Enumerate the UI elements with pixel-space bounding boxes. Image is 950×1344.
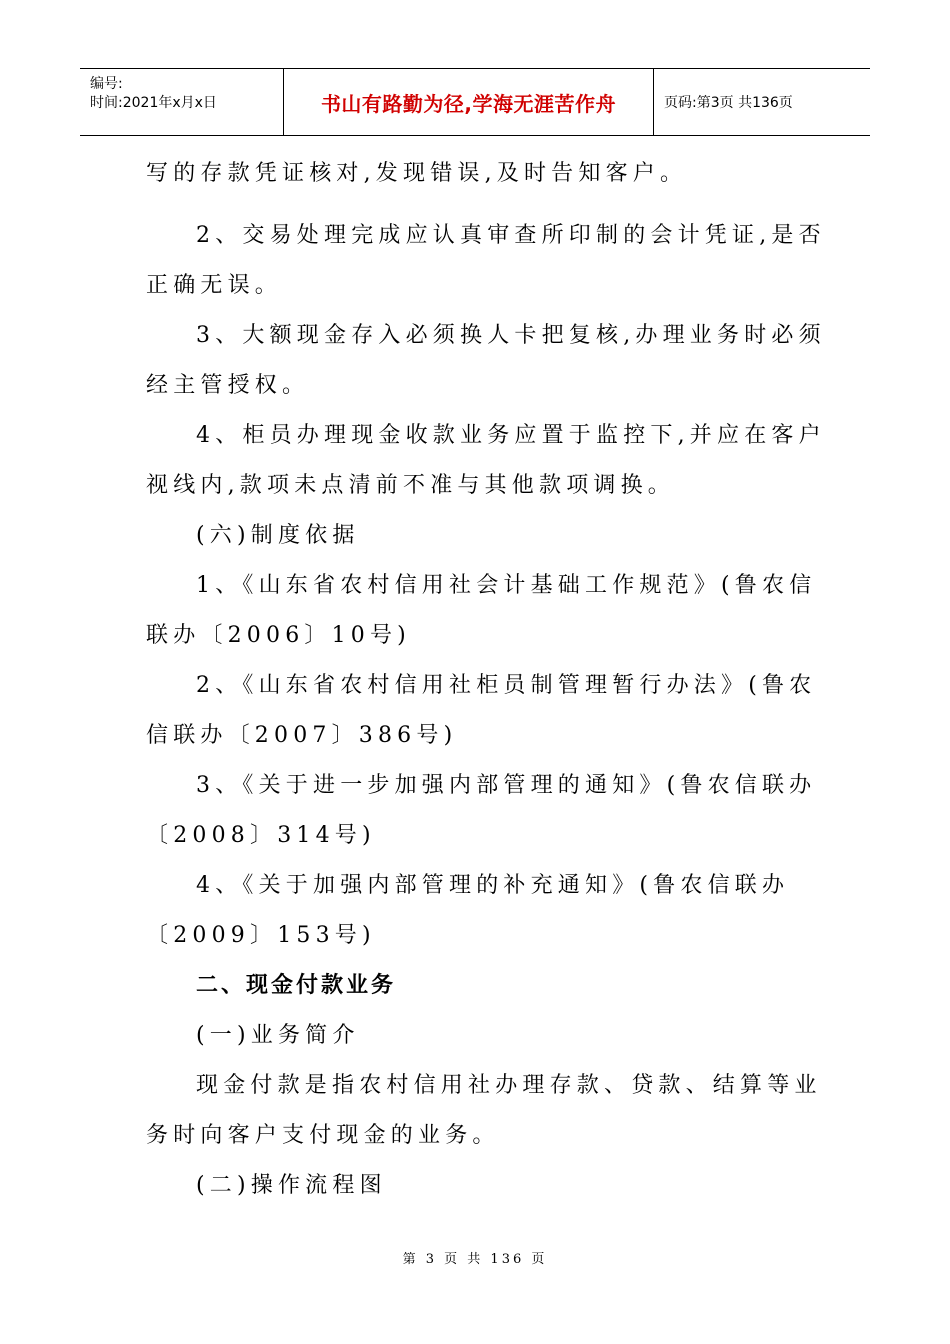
paragraph-line: 务时向客户支付现金的业务。	[146, 1123, 500, 1148]
paragraph-line: 联办〔2006〕10号)	[146, 623, 411, 648]
paragraph-line: 〔2009〕153号)	[146, 923, 376, 948]
header-meta	[80, 69, 284, 135]
section-heading: (二)操作流程图	[196, 1173, 387, 1198]
paragraph-line: 信联办〔2007〕386号)	[146, 723, 458, 748]
section-heading: (六)制度依据	[196, 523, 360, 548]
paragraph-line: 3、《关于进一步加强内部管理的通知》(鲁农信联办	[196, 773, 817, 798]
paragraph-line: 3、大额现金存入必须换人卡把复核,办理业务时必须	[196, 323, 826, 348]
header-page-info	[654, 69, 870, 135]
paragraph-line: 2、交易处理完成应认真审查所印制的会计凭证,是否	[196, 223, 826, 248]
document-number-label: 编号:	[90, 76, 123, 92]
paragraph-line: 2、《山东省农村信用社柜员制管理暂行办法》(鲁农	[196, 673, 817, 698]
chapter-heading: 二、现金付款业务	[196, 973, 397, 998]
motto-text: 书山有路勤为径,学海无涯苦作舟	[320, 91, 617, 116]
page-footer: 第 3 页 共 136 页	[402, 1252, 548, 1267]
paragraph-line: 现金付款是指农村信用社办理存款、贷款、结算等业	[196, 1073, 822, 1098]
page-number-label: 页码:第3页 共136页	[664, 95, 793, 111]
paragraph-line: 1、《山东省农村信用社会计基础工作规范》(鲁农信	[196, 573, 817, 598]
header-motto	[284, 69, 654, 135]
paragraph-line: 〔2008〕314号)	[146, 823, 376, 848]
page-header	[80, 68, 870, 136]
section-heading: (一)业务简介	[196, 1023, 360, 1048]
paragraph-line: 4、《关于加强内部管理的补充通知》(鲁农信联办	[196, 873, 790, 898]
paragraph-line: 正确无误。	[146, 273, 283, 298]
document-time-label: 时间:2021年x月x日	[90, 95, 217, 111]
paragraph-line: 4、柜员办理现金收款业务应置于监控下,并应在客户	[196, 423, 826, 448]
paragraph-line: 写的存款凭证核对,发现错误,及时告知客户。	[146, 161, 688, 186]
paragraph-line: 视线内,款项未点清前不准与其他款项调换。	[146, 473, 675, 498]
paragraph-line: 经主管授权。	[146, 373, 310, 398]
